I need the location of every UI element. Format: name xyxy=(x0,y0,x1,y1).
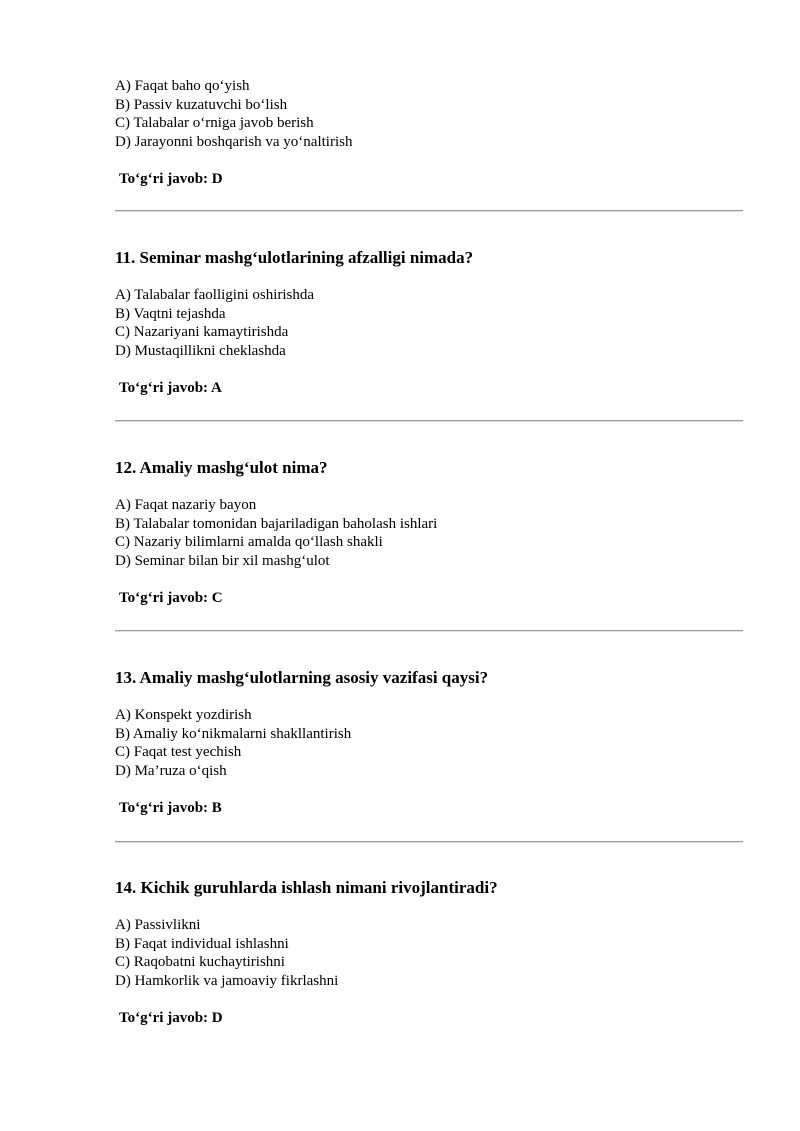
question-title: 12. Amaliy mashg‘ulot nima? xyxy=(115,458,328,477)
option-c: C) Nazariyani kamaytirishda xyxy=(115,324,289,341)
divider xyxy=(115,420,743,422)
correct-answer-text: To‘g‘ri javob: B xyxy=(119,800,222,817)
option-c: C) Raqobatni kuchaytirishni xyxy=(115,954,285,971)
option-d: D) Jarayonni boshqarish va yo‘naltirish xyxy=(115,133,353,150)
correct-answer xyxy=(115,1009,743,1027)
option-d: D) Hamkorlik va jamoaviy fikrlashni xyxy=(115,972,339,989)
correct-answer-text: To‘g‘ri javob: A xyxy=(119,380,222,397)
option-a: A) Passivlikni xyxy=(115,917,201,933)
divider xyxy=(115,630,743,632)
correct-answer-text: To‘g‘ri javob: D xyxy=(119,171,223,188)
option-c: C) Faqat test yechish xyxy=(115,744,242,761)
option-c: C) Talabalar o‘rniga javob berish xyxy=(115,115,314,132)
option-a: A) Konspekt yozdirish xyxy=(115,707,252,723)
option-c: C) Nazariy bilimlarni amalda qo‘llash shakli xyxy=(115,534,383,551)
option-a: A) Talabalar faolligini oshirishda xyxy=(115,287,315,303)
question-title: 13. Amaliy mashg‘ulotlarning asosiy vazifasi qaysi? xyxy=(115,668,489,687)
correct-answer-text: To‘g‘ri javob: D xyxy=(119,1010,223,1027)
option-b: B) Faqat individual ishlashni xyxy=(115,935,289,952)
option-d: D) Seminar bilan bir xil mashg‘ulot xyxy=(115,552,330,569)
question-block-11 xyxy=(115,248,743,397)
correct-answer xyxy=(115,170,743,188)
correct-answer xyxy=(115,799,743,817)
question-block-14 xyxy=(115,878,743,1027)
question-block-13 xyxy=(115,668,743,817)
question-block-10 xyxy=(115,77,743,188)
option-d: D) Mustaqillikni cheklashda xyxy=(115,342,286,359)
option-d: D) Ma’ruza o‘qish xyxy=(115,762,227,779)
option-a: A) Faqat nazariy bayon xyxy=(115,497,257,513)
option-b: B) Vaqtni tejashda xyxy=(115,305,226,322)
question-title: 14. Kichik guruhlarda ishlash nimani rivojlantiradi? xyxy=(115,878,498,897)
option-b: B) Passiv kuzatuvchi bo‘lish xyxy=(115,96,288,113)
correct-answer-text: To‘g‘ri javob: C xyxy=(119,590,223,607)
correct-answer xyxy=(115,379,743,397)
correct-answer xyxy=(115,589,743,607)
option-b: B) Amaliy ko‘nikmalarni shakllantirish xyxy=(115,725,352,742)
question-title: 11. Seminar mashg‘ulotlarining afzalligi nimada? xyxy=(115,248,474,267)
option-a: A) Faqat baho qo‘yish xyxy=(115,78,250,94)
option-b: B) Talabalar tomonidan bajariladigan baholash ishlari xyxy=(115,515,438,532)
divider xyxy=(115,841,743,843)
divider xyxy=(115,210,743,212)
question-block-12 xyxy=(115,458,743,607)
